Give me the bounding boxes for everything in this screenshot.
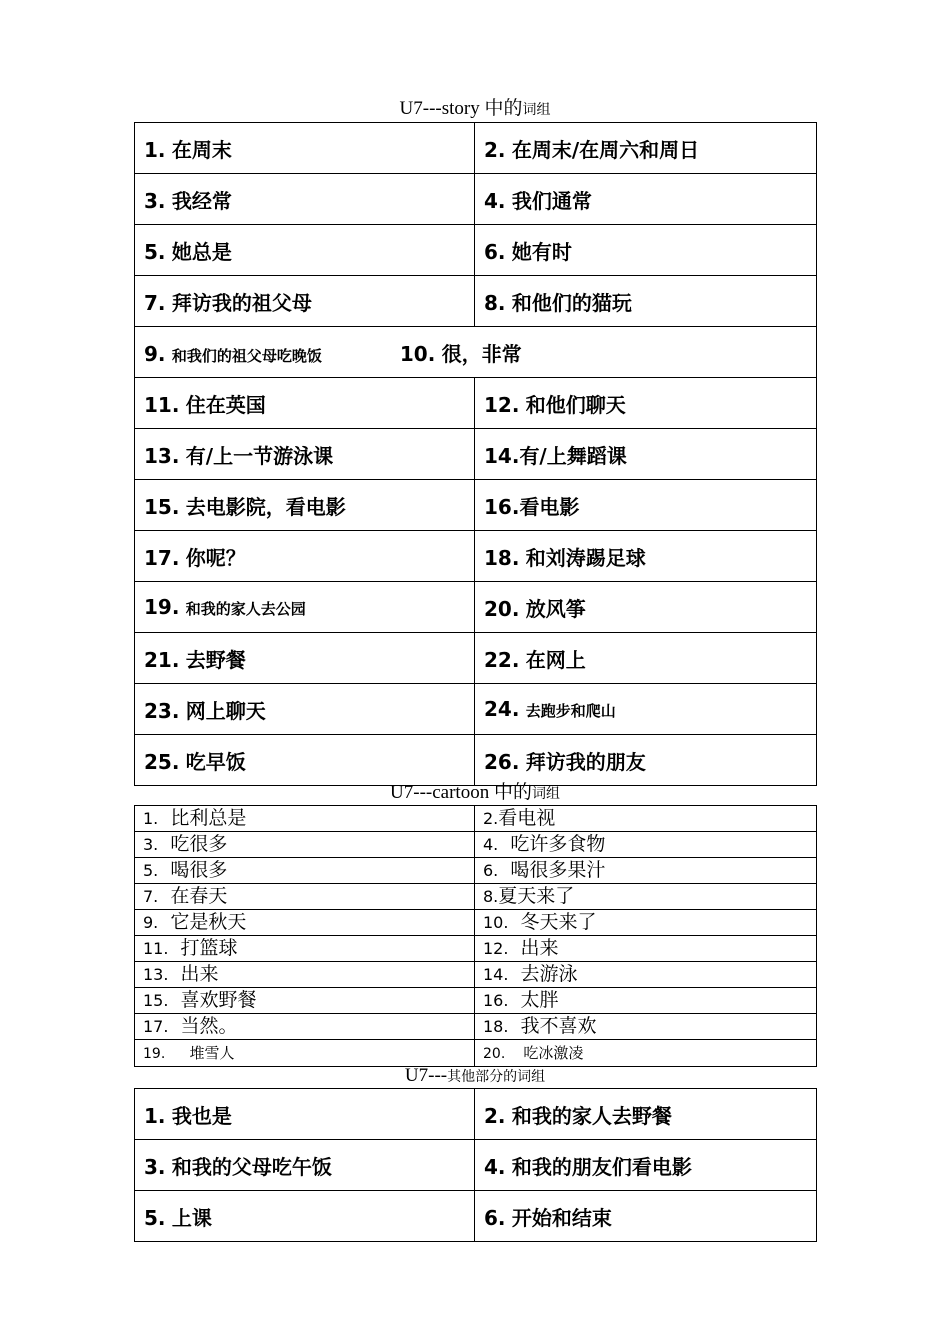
section-title-other — [134, 1065, 816, 1088]
table-cell — [475, 884, 817, 910]
table-row — [135, 378, 817, 429]
item-number: 4. — [484, 1154, 506, 1179]
item-number: 5. — [144, 239, 166, 264]
table-cell — [135, 276, 475, 327]
item-number: 23. — [144, 698, 180, 723]
item-number: 9. — [144, 341, 166, 366]
item-text: 和我们的祖父母吃晚饭 — [171, 346, 322, 365]
table-cell — [135, 429, 475, 480]
title-small: 词组 — [522, 102, 551, 118]
item-number: 15. — [144, 494, 180, 519]
table-cell — [135, 582, 475, 633]
table-cell — [475, 276, 817, 327]
item-text: 在网上 — [525, 647, 586, 672]
section-title-story — [134, 98, 816, 121]
table-cell — [135, 735, 475, 786]
table-cell — [475, 858, 817, 884]
item-number: 14. — [484, 443, 520, 468]
item-text: 和刘涛踢足球 — [525, 545, 646, 570]
item-text: 网上聊天 — [185, 698, 266, 723]
item-text: 和我的家人去公园 — [185, 600, 306, 618]
item-text: 我经常 — [171, 188, 232, 213]
table-row — [135, 806, 817, 832]
table-cell — [475, 735, 817, 786]
table-row — [135, 582, 817, 633]
table-cell — [475, 988, 817, 1014]
table-cell — [475, 531, 817, 582]
table-cell — [135, 806, 475, 832]
item-text: 喝很多果汁 — [510, 859, 606, 881]
item-text: 打篮球 — [180, 937, 238, 959]
table-row — [135, 633, 817, 684]
item-text: 拜访我的祖父母 — [171, 290, 312, 315]
table-cell — [475, 962, 817, 988]
item-text: 和我的家人去野餐 — [511, 1103, 672, 1128]
item-number: 8. — [484, 290, 506, 315]
item-text: 有/上一节游泳课 — [185, 443, 334, 468]
story-phrase-table — [134, 122, 817, 786]
table-cell — [475, 1040, 817, 1067]
item-text: 冬天来了 — [520, 911, 597, 933]
item-number: 11. — [143, 939, 169, 958]
item-number: 8. — [483, 887, 499, 906]
item-number: 21. — [144, 647, 180, 672]
title-main: U7---cartoon 中的 — [390, 782, 532, 803]
table-cell — [135, 936, 475, 962]
table-cell — [475, 429, 817, 480]
table-cell — [135, 174, 475, 225]
item-text: 在周末/在周六和周日 — [511, 137, 700, 162]
item-number: 1. — [143, 809, 159, 828]
item-number: 6. — [484, 239, 506, 264]
item-number: 3. — [144, 188, 166, 213]
table-cell — [475, 910, 817, 936]
item-number: 10. — [483, 913, 509, 932]
table-cell-merged — [135, 327, 817, 378]
table-cell — [475, 1191, 817, 1242]
item-text: 吃冰激凌 — [523, 1044, 584, 1062]
item-number: 6. — [484, 1205, 506, 1230]
item-text: 我不喜欢 — [520, 1015, 597, 1037]
item-text: 有/上舞蹈课 — [519, 443, 627, 468]
item-text: 她总是 — [171, 239, 232, 264]
table-row — [135, 174, 817, 225]
table-row — [135, 832, 817, 858]
table-row — [135, 225, 817, 276]
item-number: 13. — [143, 965, 169, 984]
item-number: 3. — [144, 1154, 166, 1179]
item-number: 1. — [144, 1103, 166, 1128]
table-cell — [135, 684, 475, 735]
item-text: 夏天来了 — [498, 885, 575, 907]
table-cell — [135, 378, 475, 429]
item-number: 5. — [144, 1205, 166, 1230]
item-number: 16. — [484, 494, 520, 519]
item-number: 24. — [484, 697, 520, 721]
item-number: 4. — [484, 188, 506, 213]
table-cell — [475, 1140, 817, 1191]
table-cell — [475, 582, 817, 633]
item-number: 26. — [484, 749, 520, 774]
item-number: 16. — [483, 991, 509, 1010]
item-text: 出来 — [520, 937, 559, 959]
table-row — [135, 1191, 817, 1242]
table-row — [135, 480, 817, 531]
item-number: 12. — [484, 392, 520, 417]
table-row — [135, 327, 817, 378]
item-text: 上课 — [171, 1205, 212, 1230]
table-row — [135, 531, 817, 582]
table-row — [135, 988, 817, 1014]
item-text: 出来 — [180, 963, 219, 985]
table-cell — [135, 1014, 475, 1040]
item-number: 11. — [144, 392, 180, 417]
item-text: 去游泳 — [520, 963, 578, 985]
item-number: 19. — [143, 1046, 166, 1062]
item-text: 我也是 — [171, 1103, 232, 1128]
table-cell — [475, 1089, 817, 1140]
table-cell — [135, 531, 475, 582]
table-row — [135, 1014, 817, 1040]
item-text: 和他们的猫玩 — [511, 290, 632, 315]
table-cell — [135, 480, 475, 531]
item-text: 去野餐 — [185, 647, 246, 672]
table-row — [135, 1140, 817, 1191]
item-text: 堆雪人 — [189, 1044, 235, 1062]
item-text: 太胖 — [520, 989, 559, 1011]
item-text: 去跑步和爬山 — [525, 702, 616, 720]
item-number: 10. — [399, 341, 436, 366]
item-text: 喝很多 — [170, 859, 228, 881]
table-cell — [475, 832, 817, 858]
section-title-cartoon — [134, 782, 816, 805]
table-cell — [135, 910, 475, 936]
item-text: 放风筝 — [525, 596, 586, 621]
item-number: 7. — [143, 887, 159, 906]
table-row — [135, 684, 817, 735]
item-text: 看电视 — [498, 807, 556, 829]
item-number: 20. — [484, 596, 520, 621]
item-text: 在春天 — [170, 885, 228, 907]
item-number: 19. — [144, 595, 180, 619]
item-text: 我们通常 — [511, 188, 592, 213]
item-text: 当然。 — [180, 1015, 238, 1037]
table-row — [135, 936, 817, 962]
item-number: 20. — [483, 1046, 506, 1062]
item-number: 14. — [483, 965, 509, 984]
item-number: 18. — [484, 545, 520, 570]
item-number: 18. — [483, 1017, 509, 1036]
item-text: 你呢？ — [185, 545, 246, 570]
item-number: 4. — [483, 835, 499, 854]
table-cell — [475, 1014, 817, 1040]
item-number: 12. — [483, 939, 509, 958]
item-number: 17. — [143, 1017, 169, 1036]
table-row — [135, 962, 817, 988]
item-text: 和我的父母吃午饭 — [171, 1154, 332, 1179]
table-row — [135, 1089, 817, 1140]
table-cell — [135, 858, 475, 884]
title-small: 其他部分的词组 — [447, 1069, 546, 1085]
table-cell — [135, 832, 475, 858]
title-main: U7--- — [404, 1065, 448, 1086]
item-text: 在周末 — [171, 137, 232, 162]
table-cell — [475, 633, 817, 684]
table-cell — [135, 633, 475, 684]
table-row — [135, 123, 817, 174]
item-text: 去电影院，看电影 — [185, 494, 346, 519]
table-row — [135, 276, 817, 327]
item-text: 吃早饭 — [185, 749, 246, 774]
table-cell — [135, 988, 475, 1014]
table-cell — [135, 1140, 475, 1191]
table-cell — [135, 962, 475, 988]
title-main: U7---story 中的 — [399, 98, 523, 119]
table-cell — [475, 936, 817, 962]
item-text: 住在英国 — [185, 392, 266, 417]
table-cell — [135, 1089, 475, 1140]
item-text: 吃许多食物 — [510, 833, 606, 855]
item-text: 和我的朋友们看电影 — [511, 1154, 692, 1179]
item-text: 和他们聊天 — [525, 392, 626, 417]
table-cell — [475, 378, 817, 429]
item-number: 17. — [144, 545, 180, 570]
table-row — [135, 1040, 817, 1067]
item-number: 3. — [143, 835, 159, 854]
table-cell — [475, 174, 817, 225]
item-text: 吃很多 — [170, 833, 228, 855]
item-text: 她有时 — [511, 239, 572, 264]
item-number: 22. — [484, 647, 520, 672]
item-text: 喜欢野餐 — [180, 989, 257, 1011]
item-number: 2. — [483, 809, 499, 828]
table-row — [135, 884, 817, 910]
item-number: 9. — [143, 913, 159, 932]
table-cell — [475, 480, 817, 531]
table-cell — [475, 123, 817, 174]
item-number: 2. — [484, 1103, 506, 1128]
cartoon-phrase-table — [134, 805, 817, 1067]
table-row — [135, 429, 817, 480]
item-number: 15. — [143, 991, 169, 1010]
item-number: 7. — [144, 290, 166, 315]
item-number: 1. — [144, 137, 166, 162]
table-row — [135, 858, 817, 884]
item-text: 它是秋天 — [170, 911, 247, 933]
other-phrase-table — [134, 1088, 817, 1242]
item-number: 6. — [483, 861, 499, 880]
table-cell — [135, 123, 475, 174]
table-cell — [135, 884, 475, 910]
item-number: 2. — [484, 137, 506, 162]
table-cell — [135, 1040, 475, 1067]
item-number: 5. — [143, 861, 159, 880]
item-text: 很，非常 — [441, 341, 522, 366]
title-small: 词组 — [531, 786, 560, 802]
item-text: 拜访我的朋友 — [525, 749, 646, 774]
table-cell — [135, 225, 475, 276]
table-cell — [135, 1191, 475, 1242]
item-text: 开始和结束 — [511, 1205, 612, 1230]
table-cell — [475, 225, 817, 276]
item-text: 看电影 — [519, 494, 580, 519]
item-text: 比利总是 — [170, 807, 247, 829]
item-number: 25. — [144, 749, 180, 774]
table-cell — [475, 806, 817, 832]
table-row — [135, 735, 817, 786]
table-row — [135, 910, 817, 936]
table-cell — [475, 684, 817, 735]
item-number: 13. — [144, 443, 180, 468]
